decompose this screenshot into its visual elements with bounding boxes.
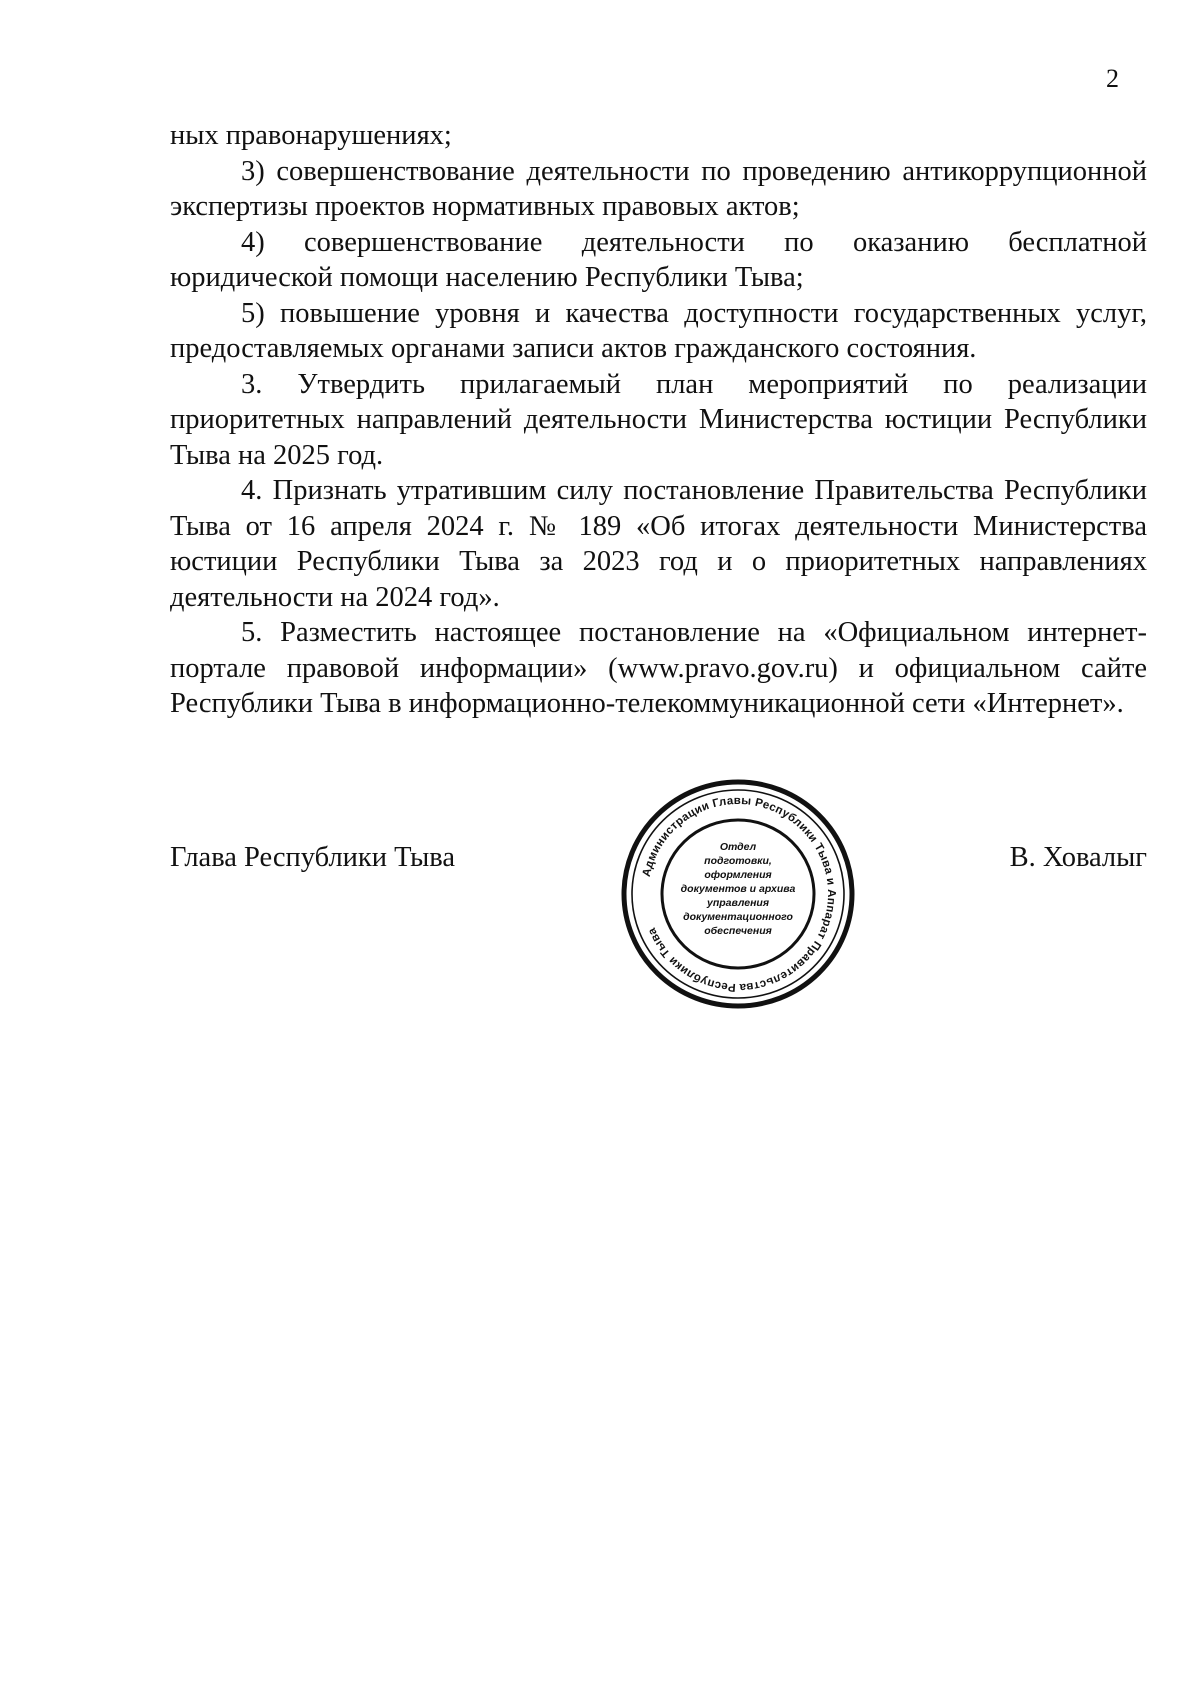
paragraph-clause-3: 3. Утвердить прилагаемый план мероприятий по реализации приоритетных направлений деятельности Министерства юстиции Республики Тыва на 2025 год. [170,368,1147,471]
stamp-line-1: Отдел [719,841,757,853]
paragraph-clause-5: 5. Разместить настоящее постановление на «Официальном интернет-портале правовой информации» (www.pravo.gov.ru) и официальном сайте Республики Тыва в информационно-телекоммуникационной сети «Интернет». [170,617,1147,719]
paragraph-item-5-civil-registry: 5) повышение уровня и качества доступности государственных услуг, предоставляемых органами записи актов гражданского состояния. [170,297,1147,364]
stamp-ring-text: Администрации Главы Республики Тыва и Аппарат Правительства Республики Тыва [640,794,838,994]
stamp-line-4: документов и архива [680,883,796,895]
signatory-name: В. Ховалыг [1009,842,1147,873]
official-stamp [618,774,858,1014]
signatory-title: Глава Республики Тыва [170,842,456,873]
stamp-line-6: документационного [683,911,793,923]
page-number: 2 [1106,64,1119,93]
stamp-line-3: оформления [704,869,772,881]
stamp-line-2: подготовки, [704,855,772,867]
stamp-seal-icon [618,774,858,1014]
paragraph-item-3-expertise: 3) совершенствование деятельности по проведению антикоррупционной экспертизы проектов нормативных правовых актов; [170,155,1147,222]
stamp-line-7: обеспечения [704,925,772,937]
paragraph-item-4-legal-aid: 4) совершенствование деятельности по оказанию бесплатной юридической помощи населению Республики Тыва; [170,226,1147,293]
document-body [170,118,1147,722]
paragraph-continuation: ных правонарушениях; [170,120,452,151]
stamp-line-5: управления [706,897,770,909]
paragraph-clause-4: 4. Признать утратившим силу постановление Правительства Республики Тыва от 16 апреля 2024 г. № 189 «Об итогах деятельности Министерства юстиции Республики Тыва за 2023 год и о приоритетных направлениях деятельности на 2024 год». [170,475,1147,613]
